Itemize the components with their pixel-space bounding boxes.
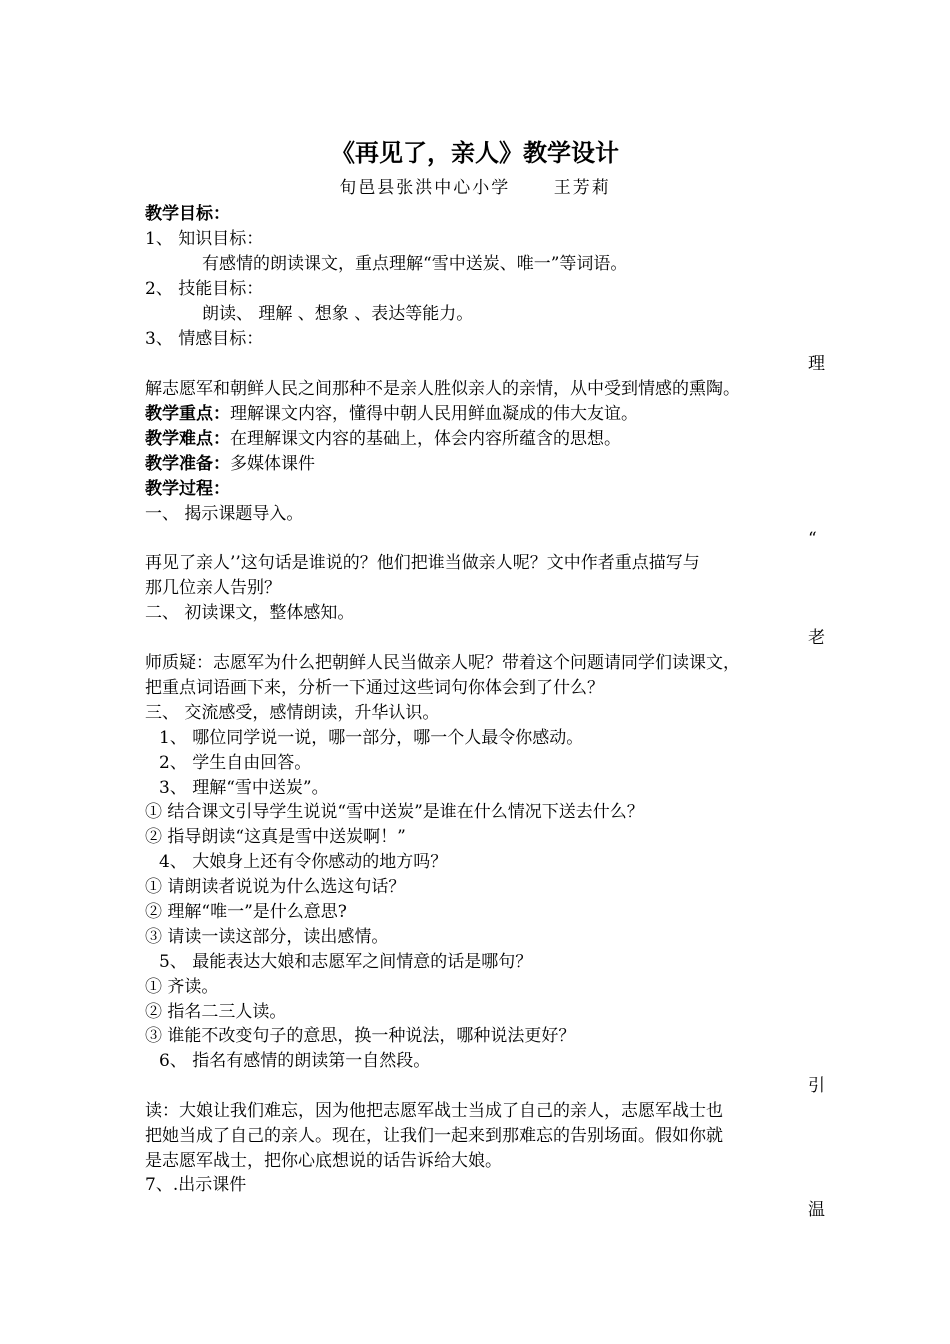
goal2-label: 2、 技能目标： xyxy=(145,279,264,299)
process-heading: 教学过程： xyxy=(145,479,230,499)
author-school: 旬邑县张洪中心小学 xyxy=(339,178,511,198)
difficulty-label: 教学难点： xyxy=(145,429,230,449)
step3-item-5-sub-2: ② 指名二三人读。 xyxy=(145,1002,287,1022)
step2-heading: 二、 初读课文，整体感知。 xyxy=(145,603,355,623)
step3-heading: 三、 交流感受，感情朗读，升华认识。 xyxy=(145,703,440,723)
step1-text-a: 再见了亲人’’这句话是谁说的？他们把谁当做亲人呢？文中作者重点描写与 xyxy=(145,553,700,573)
goal2-text: 朗读、 理解 、想象 、表达等能力。 xyxy=(202,304,474,324)
goal1-label: 1、 知识目标： xyxy=(145,229,264,249)
key-point-label: 教学重点： xyxy=(145,404,230,424)
step3-item-6-text-c: 是志愿军战士，把你心底想说的话告诉给大娘。 xyxy=(145,1151,502,1171)
step3-item-6-text-a: 读：大娘让我们难忘，因为他把志愿军战士当成了自己的亲人，志愿军战士也 xyxy=(145,1101,723,1121)
preparation xyxy=(145,452,315,477)
key-point-text: 理解课文内容，懂得中朝人民用鲜血凝成的伟大友谊。 xyxy=(230,404,638,424)
step3-item-5: 5、 最能表达大娘和志愿军之间情意的话是哪句？ xyxy=(159,952,533,972)
step3-item-7: 7、.出示课件 xyxy=(145,1175,247,1195)
goal3-wrap-char: 理 xyxy=(808,354,825,374)
step1-heading: 一、 揭示课题导入。 xyxy=(145,504,304,524)
goal3-text: 解志愿军和朝鲜人民之间那种不是亲人胜似亲人的亲情，从中受到情感的熏陶。 xyxy=(145,379,740,399)
step2-text-a: 师质疑：志愿军为什么把朝鲜人民当做亲人呢？带着这个问题请同学们读课文， xyxy=(145,653,740,673)
step2-wrap-char: 老 xyxy=(808,628,825,648)
goal1-text: 有感情的朗读课文，重点理解“雪中送炭、唯一”等词语。 xyxy=(202,254,628,274)
step3-item-7-wrap-char: 温 xyxy=(808,1200,825,1220)
goals-heading: 教学目标： xyxy=(145,204,230,224)
key-point xyxy=(145,402,638,427)
document-title: 《再见了，亲人》教学设计 xyxy=(331,139,619,167)
step3-item-5-sub-3: ③ 谁能不改变句子的意思，换一种说法，哪种说法更好？ xyxy=(145,1026,576,1046)
step3-item-6-text-b: 把她当成了自己的亲人。现在，让我们一起来到那难忘的告别场面。假如你就 xyxy=(145,1126,723,1146)
step3-item-4: 4、 大娘身上还有令你感动的地方吗？ xyxy=(159,852,448,872)
difficulty-text: 在理解课文内容的基础上，体会内容所蕴含的思想。 xyxy=(230,429,621,449)
difficulty xyxy=(145,427,621,452)
step3-item-4-sub-1: ① 请朗读者说说为什么选这句话？ xyxy=(145,877,406,897)
step3-item-3: 3、 理解“雪中送炭”。 xyxy=(159,778,329,798)
step3-item-3-sub-2: ② 指导朗读“这真是雪中送炭啊！” xyxy=(145,827,406,847)
step1-text-b: 那几位亲人告别？ xyxy=(145,578,281,598)
step2-text-b: 把重点词语画下来，分析一下通过这些词句你体会到了什么？ xyxy=(145,678,604,698)
step1-wrap-char: “ xyxy=(808,529,817,549)
preparation-text: 多媒体课件 xyxy=(230,454,315,474)
step3-item-4-sub-3: ③ 请读一读这部分，读出感情。 xyxy=(145,927,389,947)
author-name: 王芳莉 xyxy=(553,178,611,198)
step3-item-1: 1、 哪位同学说一说，哪一部分，哪一个人最令你感动。 xyxy=(159,728,584,748)
goal3-label: 3、 情感目标： xyxy=(145,329,264,349)
step3-item-6: 6、 指名有感情的朗读第一自然段。 xyxy=(159,1051,431,1071)
step3-item-6-wrap-char: 引 xyxy=(808,1076,825,1096)
step3-item-3-sub-1: ① 结合课文引导学生说说“雪中送炭”是谁在什么情况下送去什么？ xyxy=(145,802,644,822)
step3-item-2: 2、 学生自由回答。 xyxy=(159,753,312,773)
step3-item-4-sub-2: ② 理解“唯一”是什么意思? xyxy=(145,902,347,922)
step3-item-5-sub-1: ① 齐读。 xyxy=(145,977,219,997)
preparation-label: 教学准备： xyxy=(145,454,230,474)
author-line xyxy=(0,176,950,200)
